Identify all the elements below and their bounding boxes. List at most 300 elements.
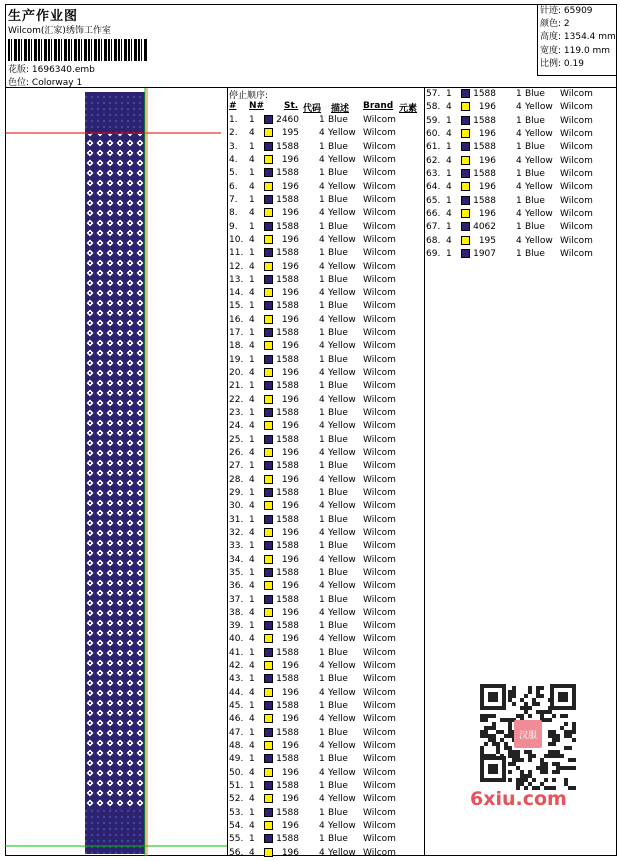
color-swatch — [264, 834, 273, 843]
stop-st: 4 — [319, 474, 325, 485]
stop-needle: 4 — [249, 474, 255, 485]
stop-needle: 4 — [249, 261, 255, 272]
sheet-title: 生产作业图 — [8, 9, 79, 24]
color-swatch — [264, 568, 273, 577]
stop-st: 1 — [319, 115, 325, 125]
stop-description: Yellow — [328, 634, 356, 645]
stop-index: 12. — [229, 261, 244, 272]
stop-index: 10. — [229, 234, 244, 245]
header-code: 代码 — [303, 104, 322, 114]
header-n: N# — [249, 101, 265, 111]
stop-code: 1588 — [473, 89, 496, 99]
stop-brand: Wilcom — [363, 314, 396, 325]
stop-description: Yellow — [328, 314, 356, 325]
color-swatch — [264, 142, 273, 151]
color-swatch — [461, 129, 470, 138]
stop-code: 1588 — [276, 461, 299, 472]
stop-index: 39. — [229, 621, 244, 632]
embroidery-design-preview — [5, 88, 227, 856]
stop-needle: 1 — [249, 408, 255, 419]
stop-description: Blue — [525, 142, 545, 153]
stop-brand: Wilcom — [363, 741, 396, 752]
stop-index: 51. — [229, 781, 244, 791]
stop-needle: 1 — [249, 567, 255, 578]
stop-brand: Wilcom — [363, 394, 396, 405]
stop-needle: 1 — [446, 168, 452, 179]
header-element: 元素 — [399, 104, 418, 114]
color-swatch — [264, 515, 273, 524]
color-swatch — [461, 102, 470, 111]
stop-st: 4 — [319, 741, 325, 752]
stop-needle: 4 — [249, 527, 255, 538]
stop-code: 196 — [281, 634, 299, 645]
color-swatch — [264, 688, 273, 697]
stop-brand: Wilcom — [560, 115, 593, 126]
stop-index: 62. — [426, 155, 441, 166]
color-swatch — [264, 275, 273, 284]
stop-brand: Wilcom — [363, 474, 396, 485]
stop-index: 4. — [229, 154, 238, 165]
stop-brand: Wilcom — [363, 621, 396, 632]
stop-code: 1588 — [276, 381, 299, 392]
stop-brand: Wilcom — [363, 274, 396, 285]
stop-code: 196 — [281, 527, 299, 538]
color-swatch — [264, 195, 273, 204]
stop-needle: 1 — [249, 807, 255, 818]
stop-index: 8. — [229, 208, 238, 219]
stop-index: 54. — [229, 820, 244, 831]
stop-brand: Wilcom — [363, 567, 396, 578]
stop-code: 196 — [281, 474, 299, 485]
stop-code: 196 — [281, 181, 299, 192]
color-swatch — [264, 208, 273, 217]
color-swatch — [264, 528, 273, 537]
stop-brand: Wilcom — [363, 328, 396, 339]
stop-code: 1588 — [276, 754, 299, 765]
color-swatch — [264, 701, 273, 710]
stop-brand: Wilcom — [560, 102, 593, 113]
stop-st: 1 — [516, 168, 522, 179]
stop-description: Blue — [328, 754, 348, 765]
stop-description: Yellow — [328, 794, 356, 805]
stop-index: 48. — [229, 741, 244, 752]
stop-st: 1 — [319, 781, 325, 791]
stop-description: Yellow — [525, 182, 553, 193]
stop-code: 1588 — [276, 674, 299, 685]
stop-code: 1588 — [276, 168, 299, 179]
color-swatch — [264, 262, 273, 271]
stop-st: 1 — [319, 221, 325, 232]
color-swatch — [264, 848, 273, 857]
stop-st: 4 — [319, 527, 325, 538]
stop-st: 4 — [319, 714, 325, 725]
stop-code: 1588 — [276, 781, 299, 791]
stop-code: 196 — [281, 288, 299, 299]
stop-code: 196 — [281, 341, 299, 352]
stop-brand: Wilcom — [363, 541, 396, 552]
stop-description: Blue — [328, 647, 348, 658]
stop-index: 57. — [426, 89, 441, 99]
stop-needle: 1 — [249, 434, 255, 445]
stop-needle: 1 — [249, 621, 255, 632]
color-swatch — [264, 781, 273, 790]
stop-index: 29. — [229, 487, 244, 498]
stop-brand: Wilcom — [363, 448, 396, 458]
stop-description: Yellow — [328, 847, 356, 858]
color-swatch — [461, 116, 470, 125]
stop-index: 52. — [229, 794, 244, 805]
stop-description: Blue — [328, 274, 348, 285]
stop-st: 1 — [319, 594, 325, 605]
stop-index: 11. — [229, 248, 244, 259]
stop-code: 1588 — [276, 221, 299, 232]
stop-needle: 4 — [249, 208, 255, 219]
stop-brand: Wilcom — [560, 128, 593, 139]
stop-description: Blue — [328, 408, 348, 419]
stop-index: 25. — [229, 434, 244, 445]
stop-st: 4 — [319, 154, 325, 165]
stop-code: 196 — [281, 154, 299, 165]
color-swatch — [264, 115, 273, 124]
stop-brand: Wilcom — [363, 714, 396, 725]
color-swatch — [264, 475, 273, 484]
stop-st: 4 — [516, 235, 522, 246]
stop-st: 4 — [516, 182, 522, 193]
stop-brand: Wilcom — [363, 594, 396, 605]
design-stats — [537, 4, 617, 76]
stop-code: 1588 — [276, 834, 299, 845]
stop-st: 4 — [319, 661, 325, 672]
stop-description: Yellow — [328, 527, 356, 538]
stop-brand: Wilcom — [363, 847, 396, 858]
stop-brand: Wilcom — [363, 354, 396, 365]
stop-needle: 1 — [249, 194, 255, 205]
stop-code: 1588 — [473, 168, 496, 179]
stop-code: 196 — [281, 234, 299, 245]
stop-code: 196 — [281, 767, 299, 778]
design-top-band — [85, 92, 145, 134]
stop-st: 4 — [319, 181, 325, 192]
stop-st: 1 — [319, 461, 325, 472]
stop-index: 31. — [229, 514, 244, 525]
stop-brand: Wilcom — [363, 128, 396, 139]
color-swatch — [264, 355, 273, 364]
stop-st: 1 — [319, 381, 325, 392]
color-swatch — [461, 156, 470, 165]
stop-code: 196 — [478, 208, 496, 219]
stop-needle: 1 — [249, 354, 255, 365]
stop-code: 196 — [281, 394, 299, 405]
stop-code: 4062 — [473, 222, 496, 233]
stop-brand: Wilcom — [363, 514, 396, 525]
stop-brand: Wilcom — [363, 248, 396, 259]
color-swatch — [264, 328, 273, 337]
stop-brand: Wilcom — [363, 141, 396, 152]
color-swatch — [264, 461, 273, 470]
stop-needle: 1 — [249, 727, 255, 738]
stop-description: Blue — [328, 461, 348, 472]
stop-code: 1588 — [276, 354, 299, 365]
color-swatch — [264, 821, 273, 830]
stop-st: 4 — [319, 448, 325, 458]
stop-code: 1588 — [276, 434, 299, 445]
stop-description: Yellow — [328, 448, 356, 458]
stop-brand: Wilcom — [363, 661, 396, 672]
stop-code: 1588 — [276, 514, 299, 525]
stop-index: 28. — [229, 474, 244, 485]
stop-brand: Wilcom — [363, 181, 396, 192]
stop-description: Yellow — [328, 607, 356, 618]
color-swatch — [461, 236, 470, 245]
stop-code: 196 — [281, 554, 299, 565]
stop-description: Blue — [525, 115, 545, 126]
stop-st: 4 — [319, 421, 325, 432]
stop-index: 66. — [426, 208, 441, 219]
stop-brand: Wilcom — [363, 368, 396, 379]
color-swatch — [264, 768, 273, 777]
stop-brand: Wilcom — [363, 154, 396, 165]
color-swatch — [264, 315, 273, 324]
design-file — [8, 62, 95, 75]
stop-code: 196 — [281, 368, 299, 379]
stop-needle: 4 — [249, 154, 255, 165]
stop-brand: Wilcom — [363, 781, 396, 791]
stop-needle: 4 — [249, 714, 255, 725]
stop-description: Yellow — [328, 820, 356, 831]
stop-index: 6. — [229, 181, 238, 192]
color-swatch — [264, 222, 273, 231]
stop-brand: Wilcom — [363, 834, 396, 845]
stop-description: Yellow — [328, 341, 356, 352]
stop-needle: 4 — [249, 607, 255, 618]
stop-description: Blue — [328, 514, 348, 525]
stop-description: Yellow — [328, 741, 356, 752]
stop-needle: 4 — [249, 794, 255, 805]
stop-description: Yellow — [328, 661, 356, 672]
stop-description: Yellow — [328, 181, 356, 192]
stop-st: 1 — [319, 274, 325, 285]
stop-needle: 1 — [249, 301, 255, 312]
stop-brand: Wilcom — [363, 421, 396, 432]
stop-st: 1 — [319, 194, 325, 205]
stop-st: 1 — [319, 487, 325, 498]
stop-needle: 1 — [249, 514, 255, 525]
color-swatch — [264, 501, 273, 510]
stop-needle: 1 — [446, 89, 452, 99]
stop-needle: 1 — [446, 248, 452, 259]
stop-brand: Wilcom — [363, 434, 396, 445]
color-swatch — [264, 235, 273, 244]
stop-brand: Wilcom — [363, 607, 396, 618]
stop-index: 22. — [229, 394, 244, 405]
stop-st: 1 — [319, 141, 325, 152]
stop-index: 26. — [229, 448, 244, 458]
stop-description: Yellow — [328, 421, 356, 432]
stop-code: 196 — [478, 182, 496, 193]
stop-brand: Wilcom — [363, 820, 396, 831]
stop-needle: 4 — [249, 181, 255, 192]
stop-code: 196 — [281, 208, 299, 219]
stop-needle: 4 — [249, 687, 255, 698]
stop-brand: Wilcom — [363, 807, 396, 818]
stop-code: 1588 — [276, 141, 299, 152]
stop-index: 56. — [229, 847, 244, 858]
stop-index: 45. — [229, 701, 244, 712]
design-body — [85, 96, 145, 852]
stop-code: 2460 — [276, 115, 299, 125]
stop-st: 4 — [319, 501, 325, 512]
stop-st: 1 — [319, 674, 325, 685]
stop-needle: 4 — [249, 634, 255, 645]
stop-brand: Wilcom — [363, 687, 396, 698]
stop-st: 1 — [319, 807, 325, 818]
stop-description: Blue — [328, 594, 348, 605]
stop-st: 4 — [516, 208, 522, 219]
stop-description: Blue — [328, 727, 348, 738]
stop-needle: 1 — [249, 328, 255, 339]
stop-needle: 4 — [249, 847, 255, 858]
stop-description: Yellow — [328, 234, 356, 245]
stop-needle: 1 — [249, 834, 255, 845]
stop-code: 1588 — [276, 621, 299, 632]
color-swatch — [264, 555, 273, 564]
color-swatch — [264, 674, 273, 683]
stop-needle: 1 — [249, 461, 255, 472]
color-swatch — [264, 435, 273, 444]
stat-colors: 颜色: 2 — [540, 19, 570, 30]
stoplist-title: 停止顺序: — [229, 91, 269, 101]
stop-needle: 1 — [249, 701, 255, 712]
stop-code: 196 — [281, 714, 299, 725]
stop-index: 58. — [426, 102, 441, 113]
stop-index: 3. — [229, 141, 238, 152]
stop-code: 1588 — [276, 301, 299, 312]
color-swatch — [264, 128, 273, 137]
stop-brand: Wilcom — [560, 235, 593, 246]
stop-brand: Wilcom — [363, 647, 396, 658]
stop-st: 1 — [319, 834, 325, 845]
color-swatch — [264, 368, 273, 377]
stop-st: 4 — [319, 687, 325, 698]
studio-name: Wilcom(汇家)绣饰工作室 — [8, 26, 111, 36]
stop-index: 5. — [229, 168, 238, 179]
stop-code: 1588 — [276, 328, 299, 339]
stop-st: 4 — [319, 261, 325, 272]
stop-st: 4 — [319, 820, 325, 831]
stop-description: Yellow — [525, 102, 553, 113]
stop-st: 1 — [319, 408, 325, 419]
stop-description: Blue — [328, 701, 348, 712]
stop-description: Yellow — [328, 687, 356, 698]
stop-needle: 1 — [249, 541, 255, 552]
stop-description: Yellow — [525, 208, 553, 219]
stop-code: 1588 — [276, 487, 299, 498]
color-swatch — [461, 142, 470, 151]
stop-description: Blue — [328, 328, 348, 339]
stop-index: 33. — [229, 541, 244, 552]
color-swatch — [264, 661, 273, 670]
stop-index: 16. — [229, 314, 244, 325]
design-file-name: 1696340.emb — [31, 65, 95, 75]
stop-description: Blue — [525, 195, 545, 206]
stop-needle: 4 — [249, 554, 255, 565]
stop-description: Yellow — [328, 474, 356, 485]
stop-needle: 4 — [249, 741, 255, 752]
stop-brand: Wilcom — [560, 182, 593, 193]
stop-brand: Wilcom — [363, 408, 396, 419]
color-swatch — [264, 648, 273, 657]
stop-index: 17. — [229, 328, 244, 339]
color-swatch — [264, 794, 273, 803]
stop-description: Blue — [328, 541, 348, 552]
barcode-icon — [8, 39, 148, 61]
stop-code: 196 — [478, 155, 496, 166]
stop-needle: 1 — [249, 594, 255, 605]
stop-description: Yellow — [328, 261, 356, 272]
stat-width: 宽度: 119.0 mm — [540, 45, 611, 56]
stop-index: 65. — [426, 195, 441, 206]
stop-description: Blue — [328, 834, 348, 845]
stop-index: 41. — [229, 647, 244, 658]
stop-brand: Wilcom — [363, 301, 396, 312]
stop-index: 21. — [229, 381, 244, 392]
stop-description: Blue — [328, 301, 348, 312]
stop-brand: Wilcom — [363, 168, 396, 179]
stop-code: 1588 — [473, 195, 496, 206]
stop-st: 1 — [516, 115, 522, 126]
stop-st: 4 — [319, 341, 325, 352]
stop-needle: 4 — [249, 234, 255, 245]
stop-index: 9. — [229, 221, 238, 232]
stop-needle: 1 — [249, 221, 255, 232]
color-swatch — [264, 808, 273, 817]
stop-needle: 4 — [249, 341, 255, 352]
stop-needle: 4 — [249, 368, 255, 379]
stop-needle: 1 — [446, 115, 452, 126]
color-swatch — [264, 714, 273, 723]
stop-index: 2. — [229, 128, 238, 139]
color-swatch — [461, 222, 470, 231]
stop-brand: Wilcom — [363, 487, 396, 498]
color-swatch — [264, 288, 273, 297]
color-swatch — [264, 448, 273, 457]
stop-index: 19. — [229, 354, 244, 365]
stop-index: 30. — [229, 501, 244, 512]
stop-code: 1588 — [276, 594, 299, 605]
stop-st: 1 — [319, 434, 325, 445]
stop-brand: Wilcom — [560, 142, 593, 153]
stop-index: 55. — [229, 834, 244, 845]
stop-description: Yellow — [525, 128, 553, 139]
stop-index: 38. — [229, 607, 244, 618]
stop-brand: Wilcom — [560, 195, 593, 206]
stop-code: 1588 — [276, 248, 299, 259]
stop-code: 1588 — [276, 408, 299, 419]
stop-needle: 4 — [249, 581, 255, 592]
stop-description: Yellow — [328, 501, 356, 512]
stop-st: 1 — [319, 248, 325, 259]
stop-needle: 4 — [446, 102, 452, 113]
stop-description: Yellow — [525, 155, 553, 166]
stop-index: 67. — [426, 222, 441, 233]
stop-needle: 4 — [446, 182, 452, 193]
stop-st: 1 — [319, 514, 325, 525]
stop-index: 32. — [229, 527, 244, 538]
stop-description: Blue — [328, 115, 348, 125]
stop-st: 4 — [319, 607, 325, 618]
color-swatch — [264, 301, 273, 310]
stop-index: 20. — [229, 368, 244, 379]
